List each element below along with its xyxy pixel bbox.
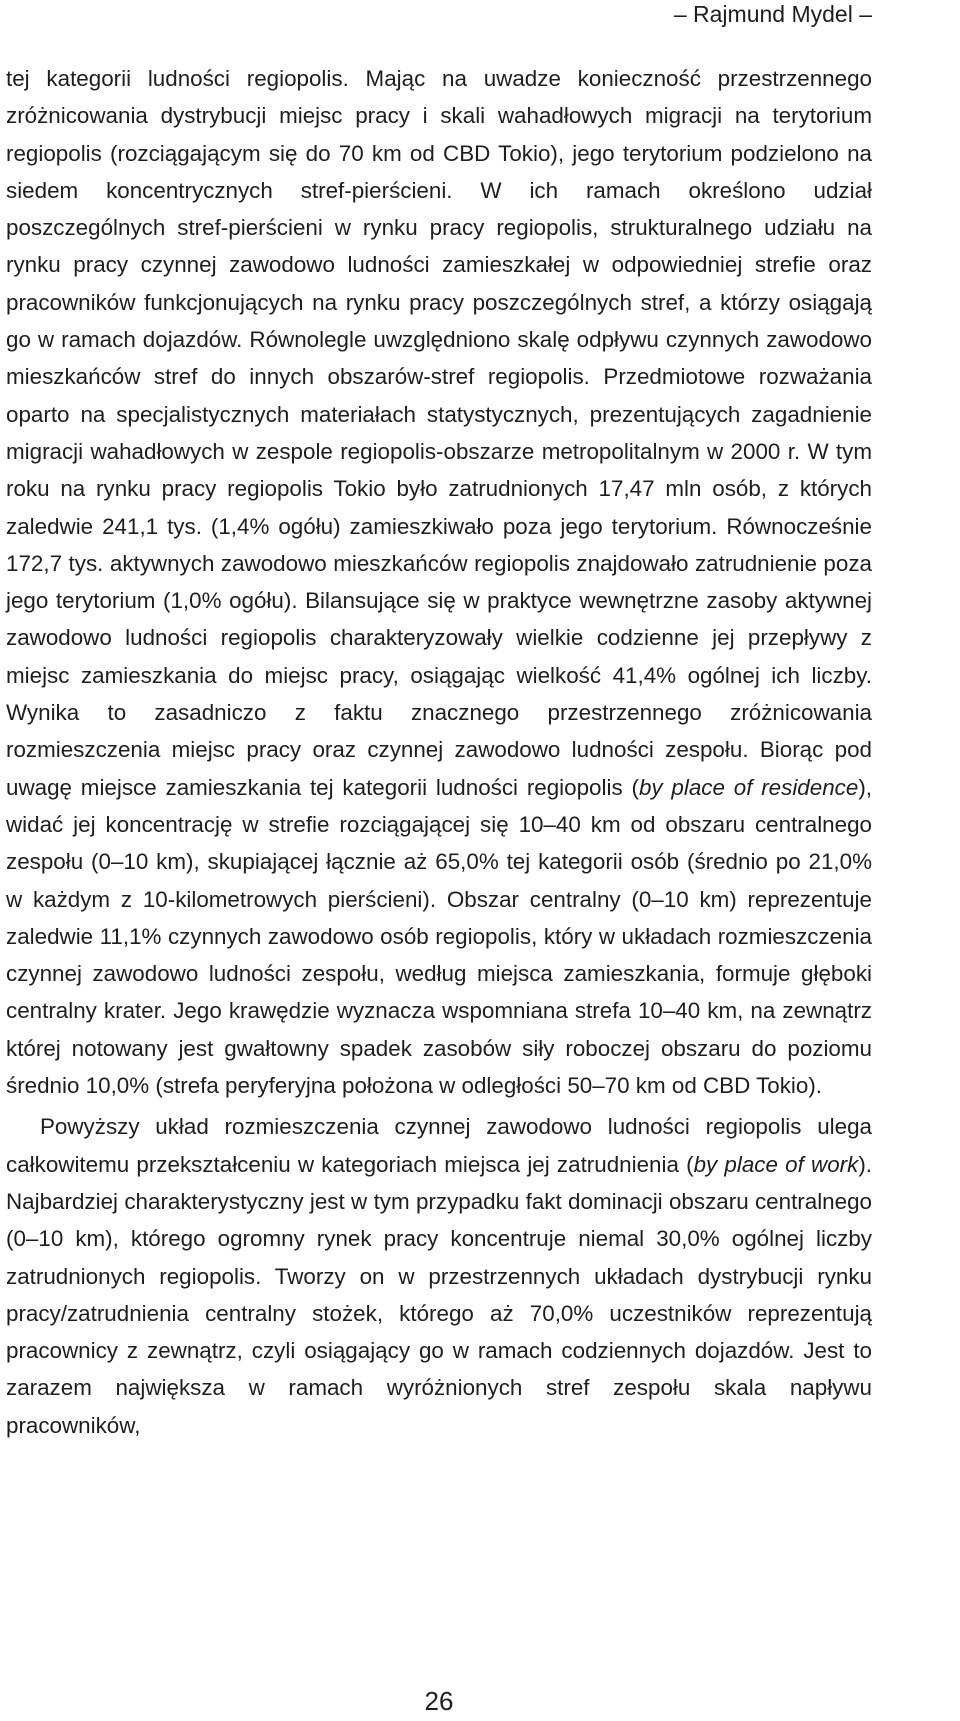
running-header: – Rajmund Mydel –	[673, 1, 872, 27]
text-run: tej kategorii ludności regiopolis. Mając na uwadze konieczność przestrzennego zróżnicowania dystrybucji miejsc pracy i skali wahadłowych migracji na terytorium regiopolis (rozciągającym się do 70 km od CBD Tokio), jego terytorium podzielono na siedem koncentrycznych stref-pierścieni. W ich ramach określono udział poszczególnych stref-pierścieni w rynku pracy regiopolis, strukturalnego udziału na rynku pracy czynnej zawodowo ludności zamieszkałej w odpowiedniej strefie oraz pracowników funkcjonujących na rynku pracy poszczególnych stref, a którzy osiągają go w ramach dojazdów. Równolegle uwzględniono skalę odpływu czynnych zawodowo mieszkańców stref do innych obszarów-stref regiopolis. Przedmiotowe rozważania oparto na specjalistycznych materiałach statystycznych, prezentujących zagadnienie migracji wahadłowych w zespole regiopolis-obszarze metropolitalnym w 2000 r. W tym roku na rynku pracy regiopolis Tokio było zatrudnionych 17,47 mln osób, z których zaledwie 241,1 tys. (1,4% ogółu) zamieszkiwało poza jego terytorium. Równocześnie 172,7 tys. aktywnych zawodowo mieszkańców regiopolis znajdowało zatrudnienie poza jego terytorium (1,0% ogółu). Bilansujące się w praktyce wewnętrzne zasoby aktywnej zawodowo ludności regiopolis charakteryzowały wielkie codzienne jej przepływy z miejsc zamieszkania do miejsc pracy, osiągając wielkość 41,4% ogólnej ich liczby. Wynika to zasadniczo z faktu znacznego przestrzennego zróżnicowania rozmieszczenia miejsc pracy oraz czynnej zawodowo ludności zespołu. Biorąc pod uwagę miejsce zamieszkania tej kategorii ludności regiopolis (	[6, 66, 872, 800]
text-run: ). Najbardziej charakterystyczny jest w tym przypadku fakt dominacji obszaru centralnego (0–10 km), którego ogromny rynek pracy koncentruje niemal 30,0% ogólnej liczby zatrudnionych regiopolis. Tworzy on w przestrzennych układach dystrybucji rynku pracy/zatrudnienia centralny stożek, którego aż 70,0% uczestników reprezentują pracownicy z zewnątrz, czyli osiągający go w ramach codziennych dojazdów. Jest to zarazem największa w ramach wyróżnionych stref zespołu skala napływu pracowników,	[6, 1151, 872, 1438]
italic-term: by place of work	[693, 1151, 859, 1177]
page-number: 26	[424, 1686, 454, 1716]
main-text	[6, 60, 872, 1444]
paragraph	[6, 60, 872, 1104]
text-run: Powyższy układ rozmieszczenia czynnej zawodowo ludności regiopolis ulega całkowitemu przekształceniu w kategoriach miejsca jej zatrudnienia (	[6, 1114, 872, 1177]
paragraph	[6, 1108, 872, 1444]
italic-term: by place of residence	[638, 774, 859, 800]
text-run: ), widać jej koncentrację w strefie rozciągającej się 10–40 km od obszaru centralnego zespołu (0–10 km), skupiającej łącznie aż 65,0% tej kategorii osób (średnio po 21,0% w każdym z 10-kilometrowych pierścieni). Obszar centralny (0–10 km) reprezentuje zaledwie 11,1% czynnych zawodowo osób regiopolis, który w układach rozmieszczenia czynnej zawodowo ludności zespołu, według miejsca zamieszkania, formuje głęboki centralny krater. Jego krawędzie wyznacza wspomniana strefa 10–40 km, na zewnątrz której notowany jest gwałtowny spadek zasobów siły roboczej obszaru do poziomu średnio 10,0% (strefa peryferyjna położona w odległości 50–70 km od CBD Tokio).	[6, 774, 872, 1099]
